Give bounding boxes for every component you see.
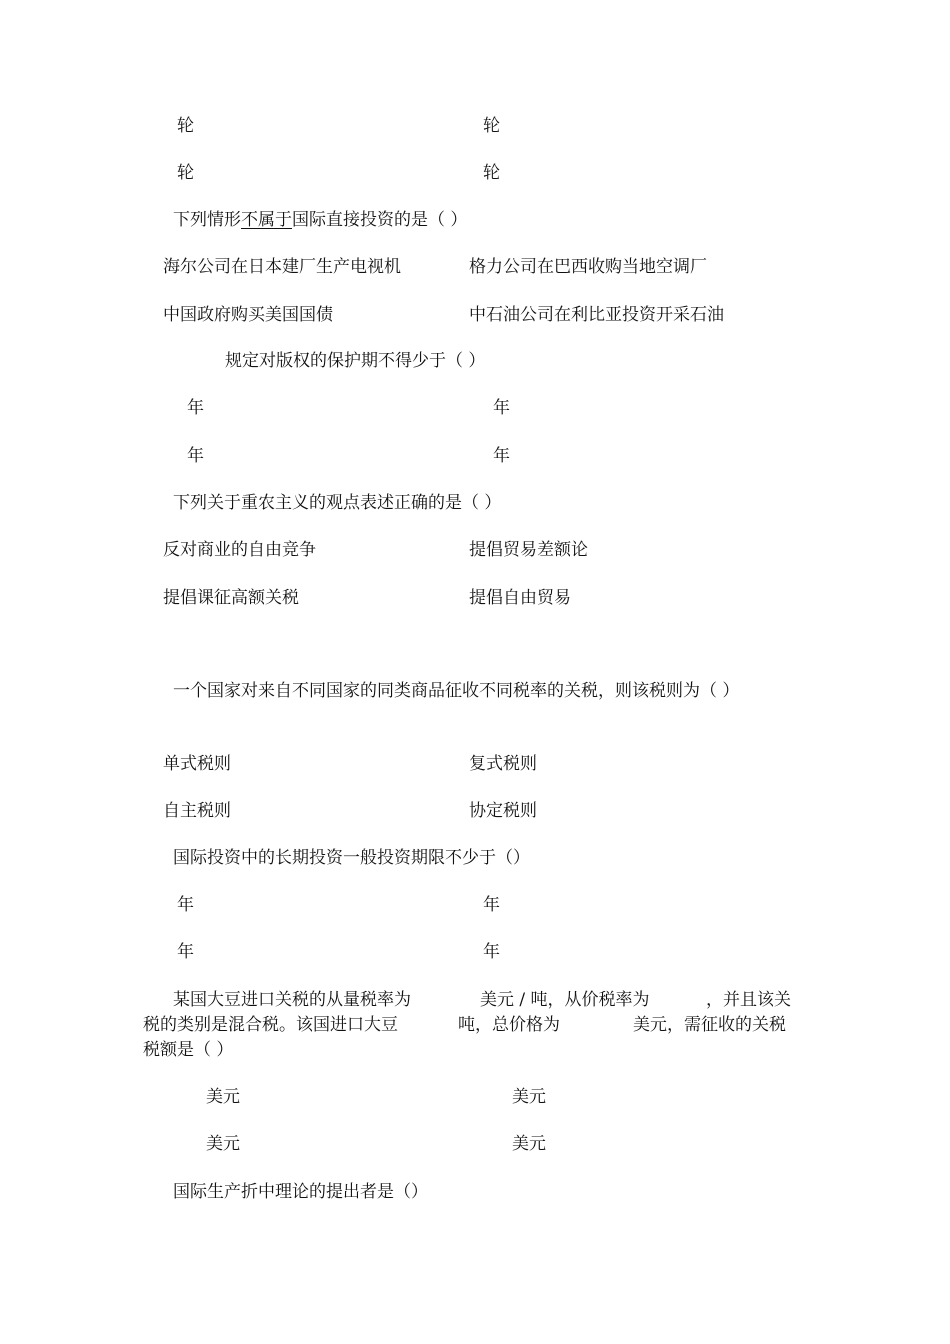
question-stem: 国际投资中的长期投资一般投资期限不少于（） bbox=[173, 848, 530, 868]
option-d: 提倡自由贸易 bbox=[469, 588, 571, 608]
option-b: 格力公司在巴西收购当地空调厂 bbox=[469, 257, 707, 277]
option-c: 提倡课征高额关税 bbox=[163, 588, 299, 608]
question-stem: 一个国家对来自不同国家的同类商品征收不同税率的关税，则该税则为（ ） bbox=[173, 681, 740, 701]
option-c: 美元 bbox=[206, 1134, 240, 1154]
option-d: 中石油公司在利比亚投资开采石油 bbox=[469, 305, 724, 325]
option-a: 轮 bbox=[177, 116, 194, 136]
question-stem: 国际生产折中理论的提出者是（） bbox=[173, 1182, 428, 1202]
option-a: 年 bbox=[177, 895, 194, 915]
option-b: 年 bbox=[483, 895, 500, 915]
option-d: 年 bbox=[483, 942, 500, 962]
question-stem-line-2b: 吨，总价格为 bbox=[458, 1015, 560, 1035]
question-stem-line-1a: 某国大豆进口关税的从量税率为 bbox=[173, 990, 411, 1010]
option-a: 单式税则 bbox=[163, 754, 231, 774]
question-stem-line-2a: 税的类别是混合税。该国进口大豆 bbox=[143, 1015, 398, 1035]
option-a: 美元 bbox=[206, 1087, 240, 1107]
question-stem: 规定对版权的保护期不得少于（ ） bbox=[225, 351, 486, 371]
question-stem-line-3: 税额是（ ） bbox=[143, 1040, 234, 1060]
question-stem-line-1c: ，并且该关 bbox=[706, 990, 791, 1010]
option-d: 协定税则 bbox=[469, 801, 537, 821]
option-d: 轮 bbox=[483, 163, 500, 183]
stem-underlined: 不属于 bbox=[241, 210, 292, 230]
option-c: 自主税则 bbox=[163, 801, 231, 821]
option-a: 年 bbox=[187, 398, 204, 418]
question-stem-line-2c: 美元，需征收的关税 bbox=[633, 1015, 786, 1035]
option-c: 中国政府购买美国国债 bbox=[163, 305, 333, 325]
option-c: 轮 bbox=[177, 163, 194, 183]
stem-post: 国际直接投资的是（ ） bbox=[292, 210, 468, 230]
question-stem: 下列关于重农主义的观点表述正确的是（ ） bbox=[173, 493, 502, 513]
option-d: 年 bbox=[493, 446, 510, 466]
option-a: 海尔公司在日本建厂生产电视机 bbox=[163, 257, 401, 277]
option-b: 美元 bbox=[512, 1087, 546, 1107]
question-stem-line-1b: 美元 / 吨，从价税率为 bbox=[480, 990, 650, 1010]
option-b: 轮 bbox=[483, 116, 500, 136]
option-b: 复式税则 bbox=[469, 754, 537, 774]
stem-pre: 下列情形 bbox=[173, 210, 241, 230]
option-d: 美元 bbox=[512, 1134, 546, 1154]
option-a: 反对商业的自由竞争 bbox=[163, 540, 316, 560]
option-b: 提倡贸易差额论 bbox=[469, 540, 588, 560]
option-c: 年 bbox=[187, 446, 204, 466]
question-stem bbox=[173, 208, 467, 232]
option-c: 年 bbox=[177, 942, 194, 962]
option-b: 年 bbox=[493, 398, 510, 418]
